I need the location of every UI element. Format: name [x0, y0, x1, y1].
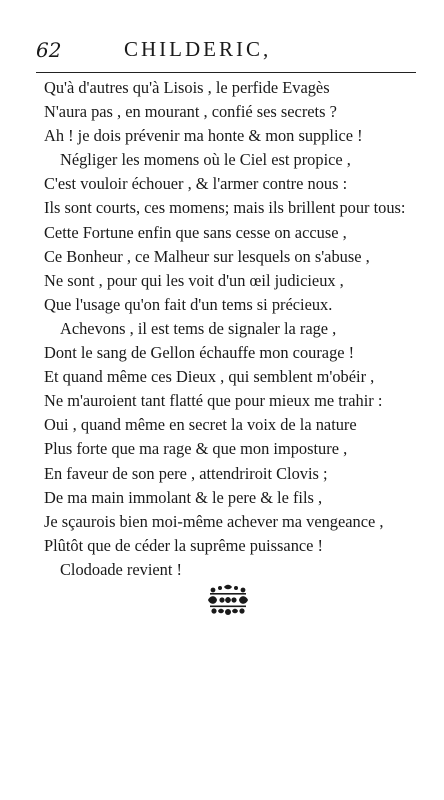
verse-line: De ma main immolant & le pere & le fils , — [44, 487, 323, 507]
verse-line: Plus forte que ma rage & que mon imposture , — [44, 439, 348, 459]
verse-line: Et quand même ces Dieux , qui semblent m'obéir , — [44, 367, 375, 387]
verse-line: Ils sont courts, ces momens; mais ils brillent pour tous: — [44, 198, 406, 218]
verse-block — [44, 76, 424, 582]
verse-line: Qu'à d'autres qu'à Lisois , le perfide Evagès — [44, 78, 330, 97]
verse-line: Dont le sang de Gellon échauffe mon courage ! — [44, 343, 355, 363]
verse-line: Ce Bonheur , ce Malheur sur lesquels on s'abuse , — [44, 246, 370, 266]
verse-line: Plûtôt que de céder la suprême puissance ! — [44, 535, 324, 555]
verse-line: Je sçaurois bien moi-même achever ma vengeance , — [44, 511, 384, 531]
verse-line: Ne m'auroient tant flatté que pour mieux me trahir : — [44, 391, 383, 411]
verse-line: En faveur de son pere , attendriroit Clovis ; — [44, 463, 328, 483]
page-header — [36, 36, 416, 73]
floral-tailpiece-icon — [204, 583, 252, 619]
verse-line: Achevons , il est tems de signaler la rage , — [60, 318, 337, 338]
verse-line: Que l'usage qu'on fait d'un tems si précieux. — [44, 294, 333, 314]
page-number: 62 — [36, 38, 62, 62]
verse-line: Négliger les momens où le Ciel est propice , — [60, 150, 351, 170]
running-title: CHILDERIC, — [124, 37, 272, 61]
verse-line: N'aura pas , en mourant , confié ses secrets ? — [44, 102, 337, 122]
verse-line: Ah ! je dois prévenir ma honte & mon supplice ! — [44, 126, 363, 146]
verse-line: Cette Fortune enfin que sans cesse on accuse , — [44, 222, 347, 242]
verse-line: C'est vouloir échouer , & l'armer contre nous : — [44, 174, 348, 194]
verse-line: Oui , quand même en secret la voix de la nature — [44, 415, 357, 435]
verse-line: Clodoade revient ! — [60, 559, 182, 579]
verse-line: Ne sont , pour qui les voit d'un œil judicieux , — [44, 270, 344, 290]
